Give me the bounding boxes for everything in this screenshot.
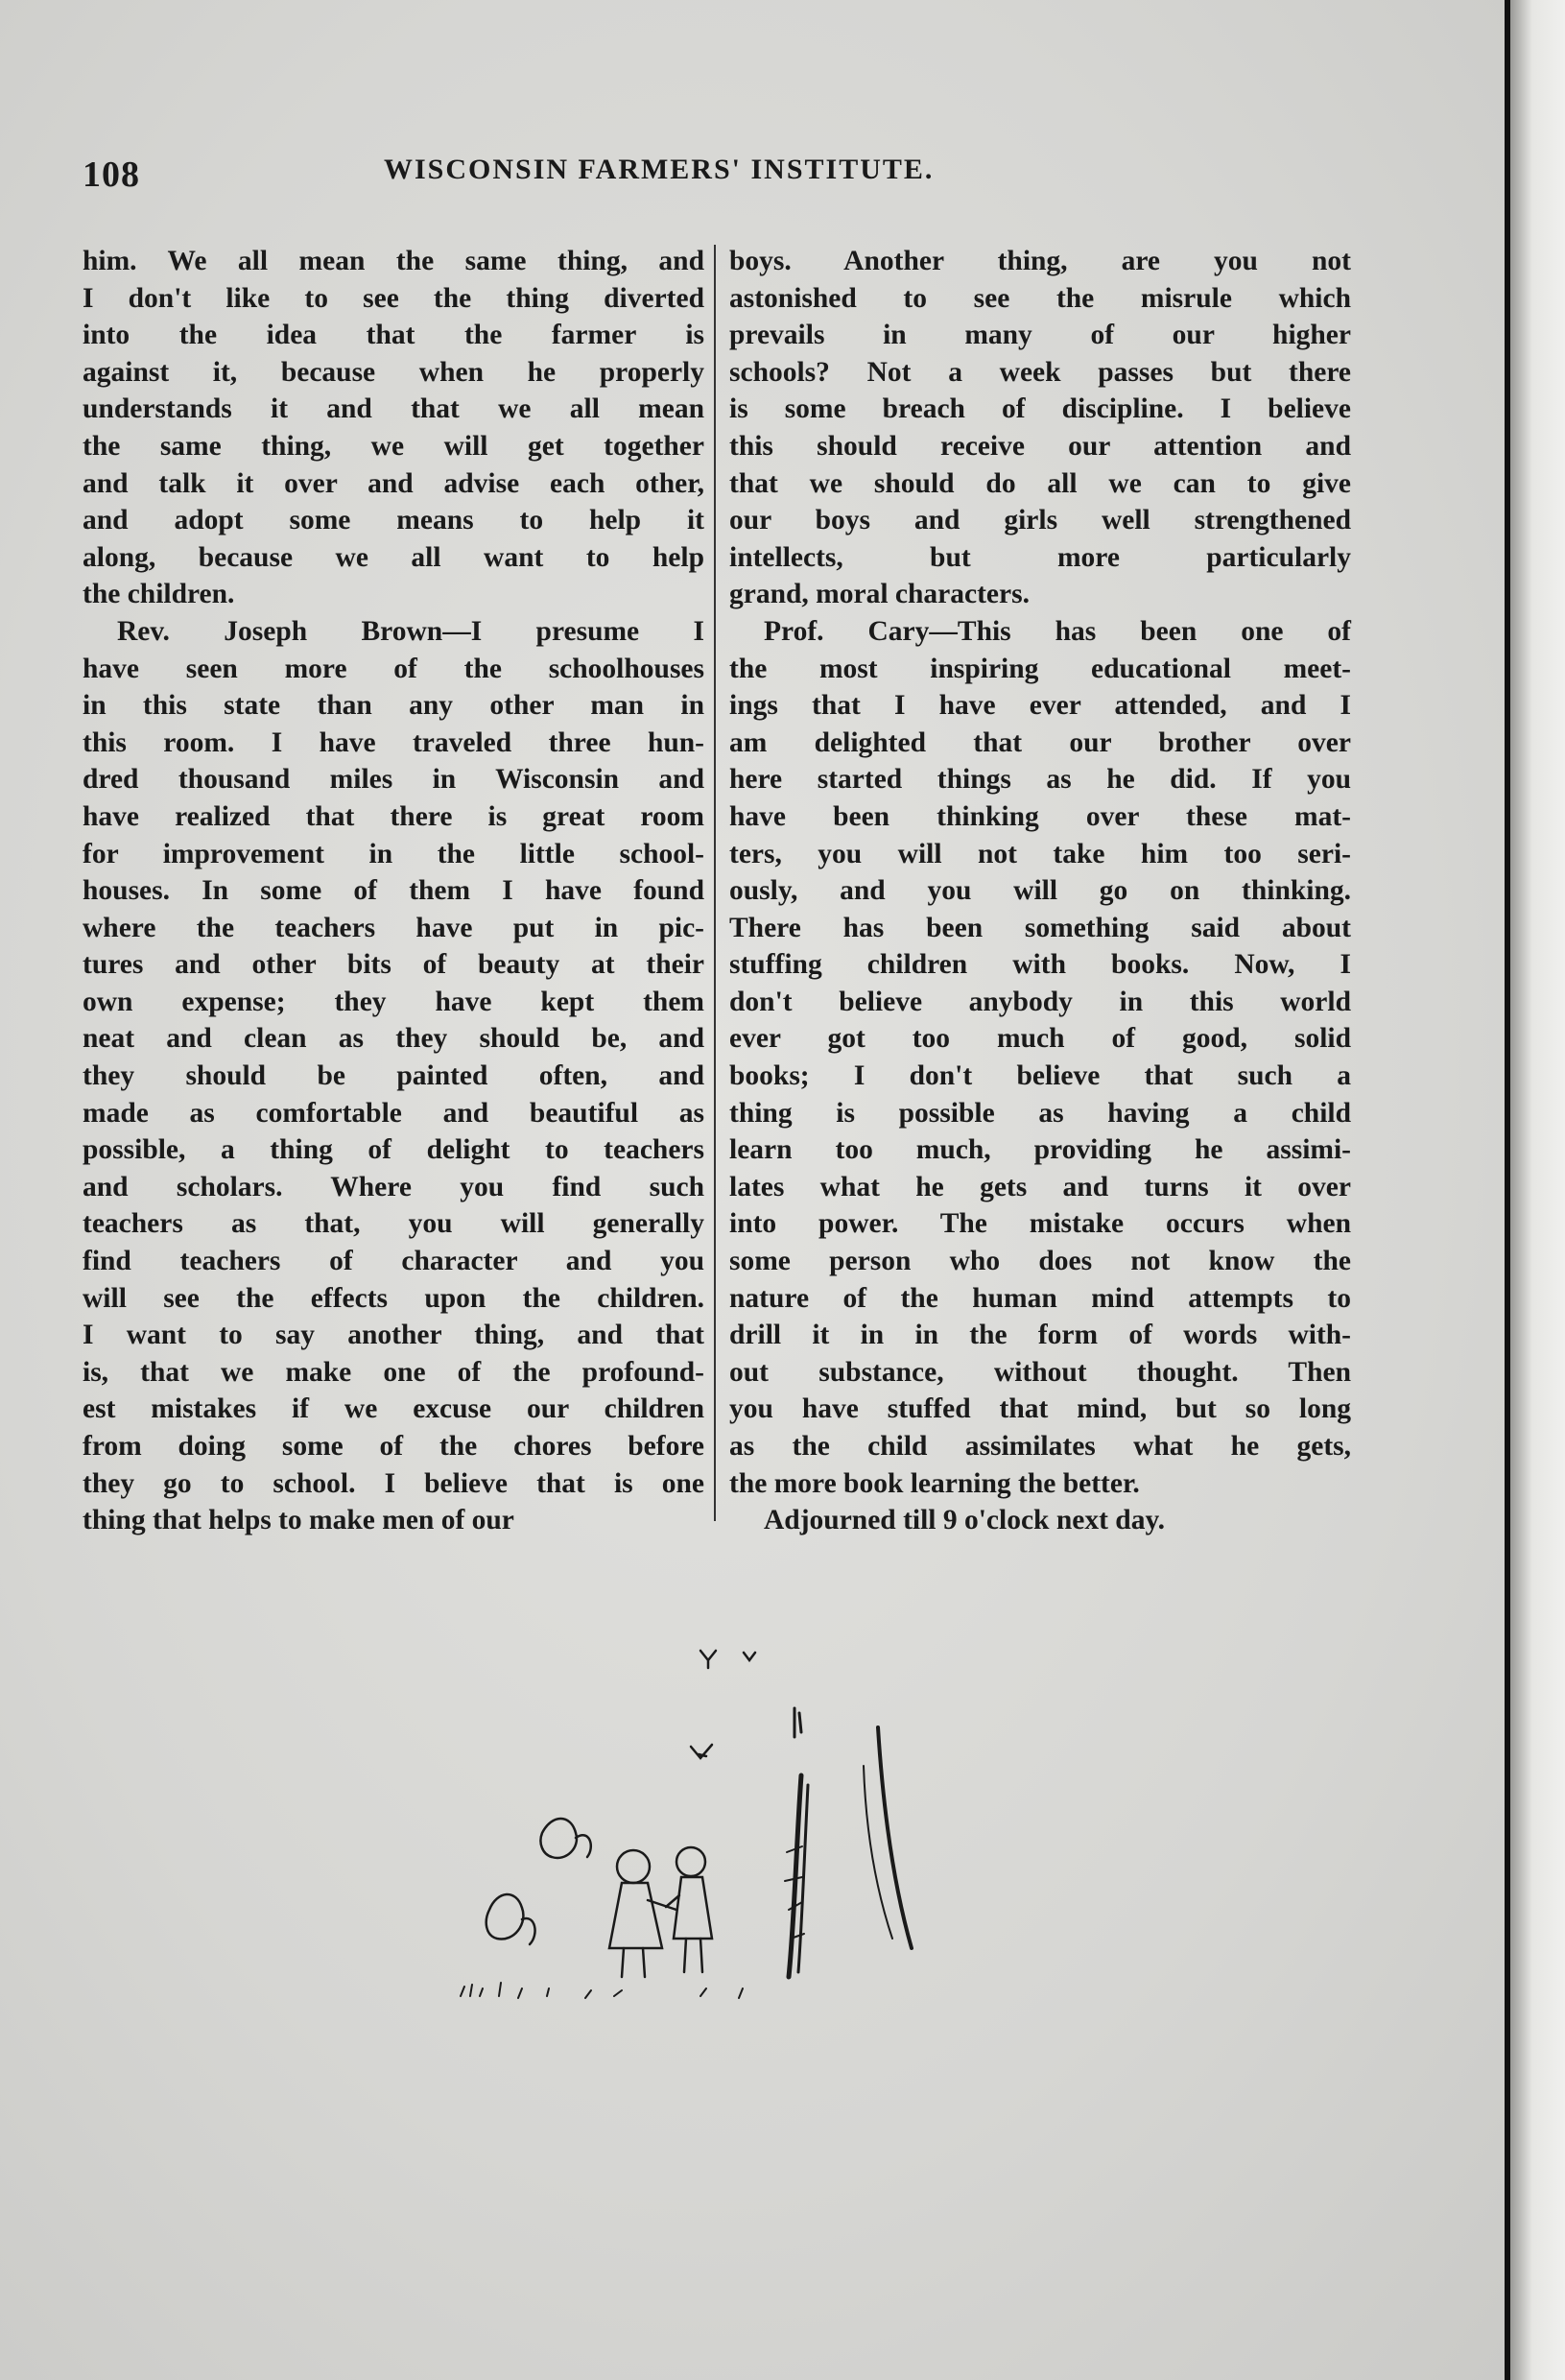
text-line: teachers as that, you will generally (83, 1208, 704, 1240)
running-title: WISCONSIN FARMERS' INSTITUTE. (384, 154, 935, 185)
text-line: Rev. Joseph Brown—I presume I (117, 615, 704, 647)
page-number: 108 (83, 155, 140, 195)
text-line: dred thousand miles in Wisconsin and (83, 764, 704, 796)
text-line: possible, a thing of delight to teachers (83, 1134, 704, 1166)
text-line: out substance, without thought. Then (729, 1356, 1351, 1388)
text-line: along, because we all want to help (83, 541, 704, 573)
text-line: grand, moral characters. (729, 579, 1030, 610)
text-line: thing that helps to make men of our (83, 1505, 514, 1536)
text-line: here started things as he did. If you (729, 764, 1351, 796)
text-line: is, that we make one of the profound- (83, 1356, 704, 1388)
text-line: I don't like to see the thing diverted (83, 282, 704, 314)
text-line: have realized that there is great room (83, 800, 704, 832)
text-line: I want to say another thing, and that (83, 1320, 704, 1351)
left-column (83, 243, 704, 1539)
text-line: There has been something said about (729, 912, 1351, 943)
text-line: the children. (83, 579, 235, 610)
page-edge-line (1505, 0, 1510, 2380)
text-line: books; I don't believe that such a (729, 1060, 1351, 1092)
text-line: stuffing children with books. Now, I (729, 949, 1351, 981)
text-line: thing is possible as having a child (729, 1097, 1351, 1129)
text-line: understands it and that we all mean (83, 393, 704, 425)
text-line: you have stuffed that mind, but so long (729, 1393, 1351, 1425)
text-line: where the teachers have put in pic- (83, 912, 704, 943)
text-line: boys. Another thing, are you not (729, 246, 1351, 276)
text-line: learn too much, providing he assimi- (729, 1134, 1351, 1166)
text-line: the more book learning the better. (729, 1467, 1140, 1499)
text-line: intellects, but more particularly (729, 541, 1351, 573)
text-line: from doing some of the chores before (83, 1431, 704, 1462)
text-line: ever got too much of good, solid (729, 1023, 1351, 1055)
text-line: lates what he gets and turns it over (729, 1171, 1351, 1202)
column-divider (714, 245, 716, 1521)
text-line: and adopt some means to help it (83, 505, 704, 536)
text-line: in this state than any other man in (83, 690, 704, 722)
text-line: some person who does not know the (729, 1246, 1351, 1277)
text-line: Adjourned till 9 o'clock next day. (764, 1505, 1165, 1536)
text-line: est mistakes if we excuse our children (83, 1393, 704, 1425)
text-line: against it, because when he properly (83, 356, 704, 388)
text-line: don't believe anybody in this world (729, 986, 1351, 1017)
text-line: drill it in in the form of words with- (729, 1320, 1351, 1351)
text-line: they should be painted often, and (83, 1060, 704, 1092)
text-line: that we should do all we can to give (729, 467, 1351, 499)
text-line: astonished to see the misrule which (729, 282, 1351, 314)
text-line: neat and clean as they should be, and (83, 1023, 704, 1055)
text-line: for improvement in the little school- (83, 838, 704, 869)
text-line: him. We all mean the same thing, and (83, 246, 704, 276)
text-line: this room. I have traveled three hun- (83, 726, 704, 758)
text-line: Prof. Cary—This has been one of (764, 615, 1351, 647)
text-line: and talk it over and advise each other, (83, 467, 704, 499)
text-line: the most inspiring educational meet- (729, 653, 1351, 684)
text-line: into power. The mistake occurs when (729, 1208, 1351, 1240)
text-line: am delighted that our brother over (729, 726, 1351, 758)
book-gutter-shadow (1510, 0, 1565, 2380)
text-line: ings that I have ever attended, and I (729, 690, 1351, 722)
children-in-woods-illustration (451, 1631, 988, 2035)
text-line: is some breach of discipline. I believe (729, 393, 1351, 425)
text-line: prevails in many of our higher (729, 320, 1351, 351)
text-line: own expense; they have kept them (83, 986, 704, 1017)
text-line: nature of the human mind attempts to (729, 1282, 1351, 1314)
text-line: have been thinking over these mat- (729, 800, 1351, 832)
right-column (729, 243, 1351, 1539)
text-line: and scholars. Where you find such (83, 1171, 704, 1202)
text-line: houses. In some of them I have found (83, 875, 704, 907)
text-line: have seen more of the schoolhouses (83, 653, 704, 684)
text-line: this should receive our attention and (729, 430, 1351, 462)
text-line: into the idea that the farmer is (83, 320, 704, 351)
text-line: ously, and you will go on thinking. (729, 875, 1351, 907)
text-line: schools? Not a week passes but there (729, 356, 1351, 388)
text-line: our boys and girls well strengthened (729, 505, 1351, 536)
text-line: find teachers of character and you (83, 1246, 704, 1277)
text-line: the same thing, we will get together (83, 430, 704, 462)
text-line: as the child assimilates what he gets, (729, 1431, 1351, 1462)
text-line: ters, you will not take him too seri- (729, 838, 1351, 869)
text-line: they go to school. I believe that is one (83, 1467, 704, 1499)
text-line: will see the effects upon the children. (83, 1282, 704, 1314)
text-line: made as comfortable and beautiful as (83, 1097, 704, 1129)
text-line: tures and other bits of beauty at their (83, 949, 704, 981)
